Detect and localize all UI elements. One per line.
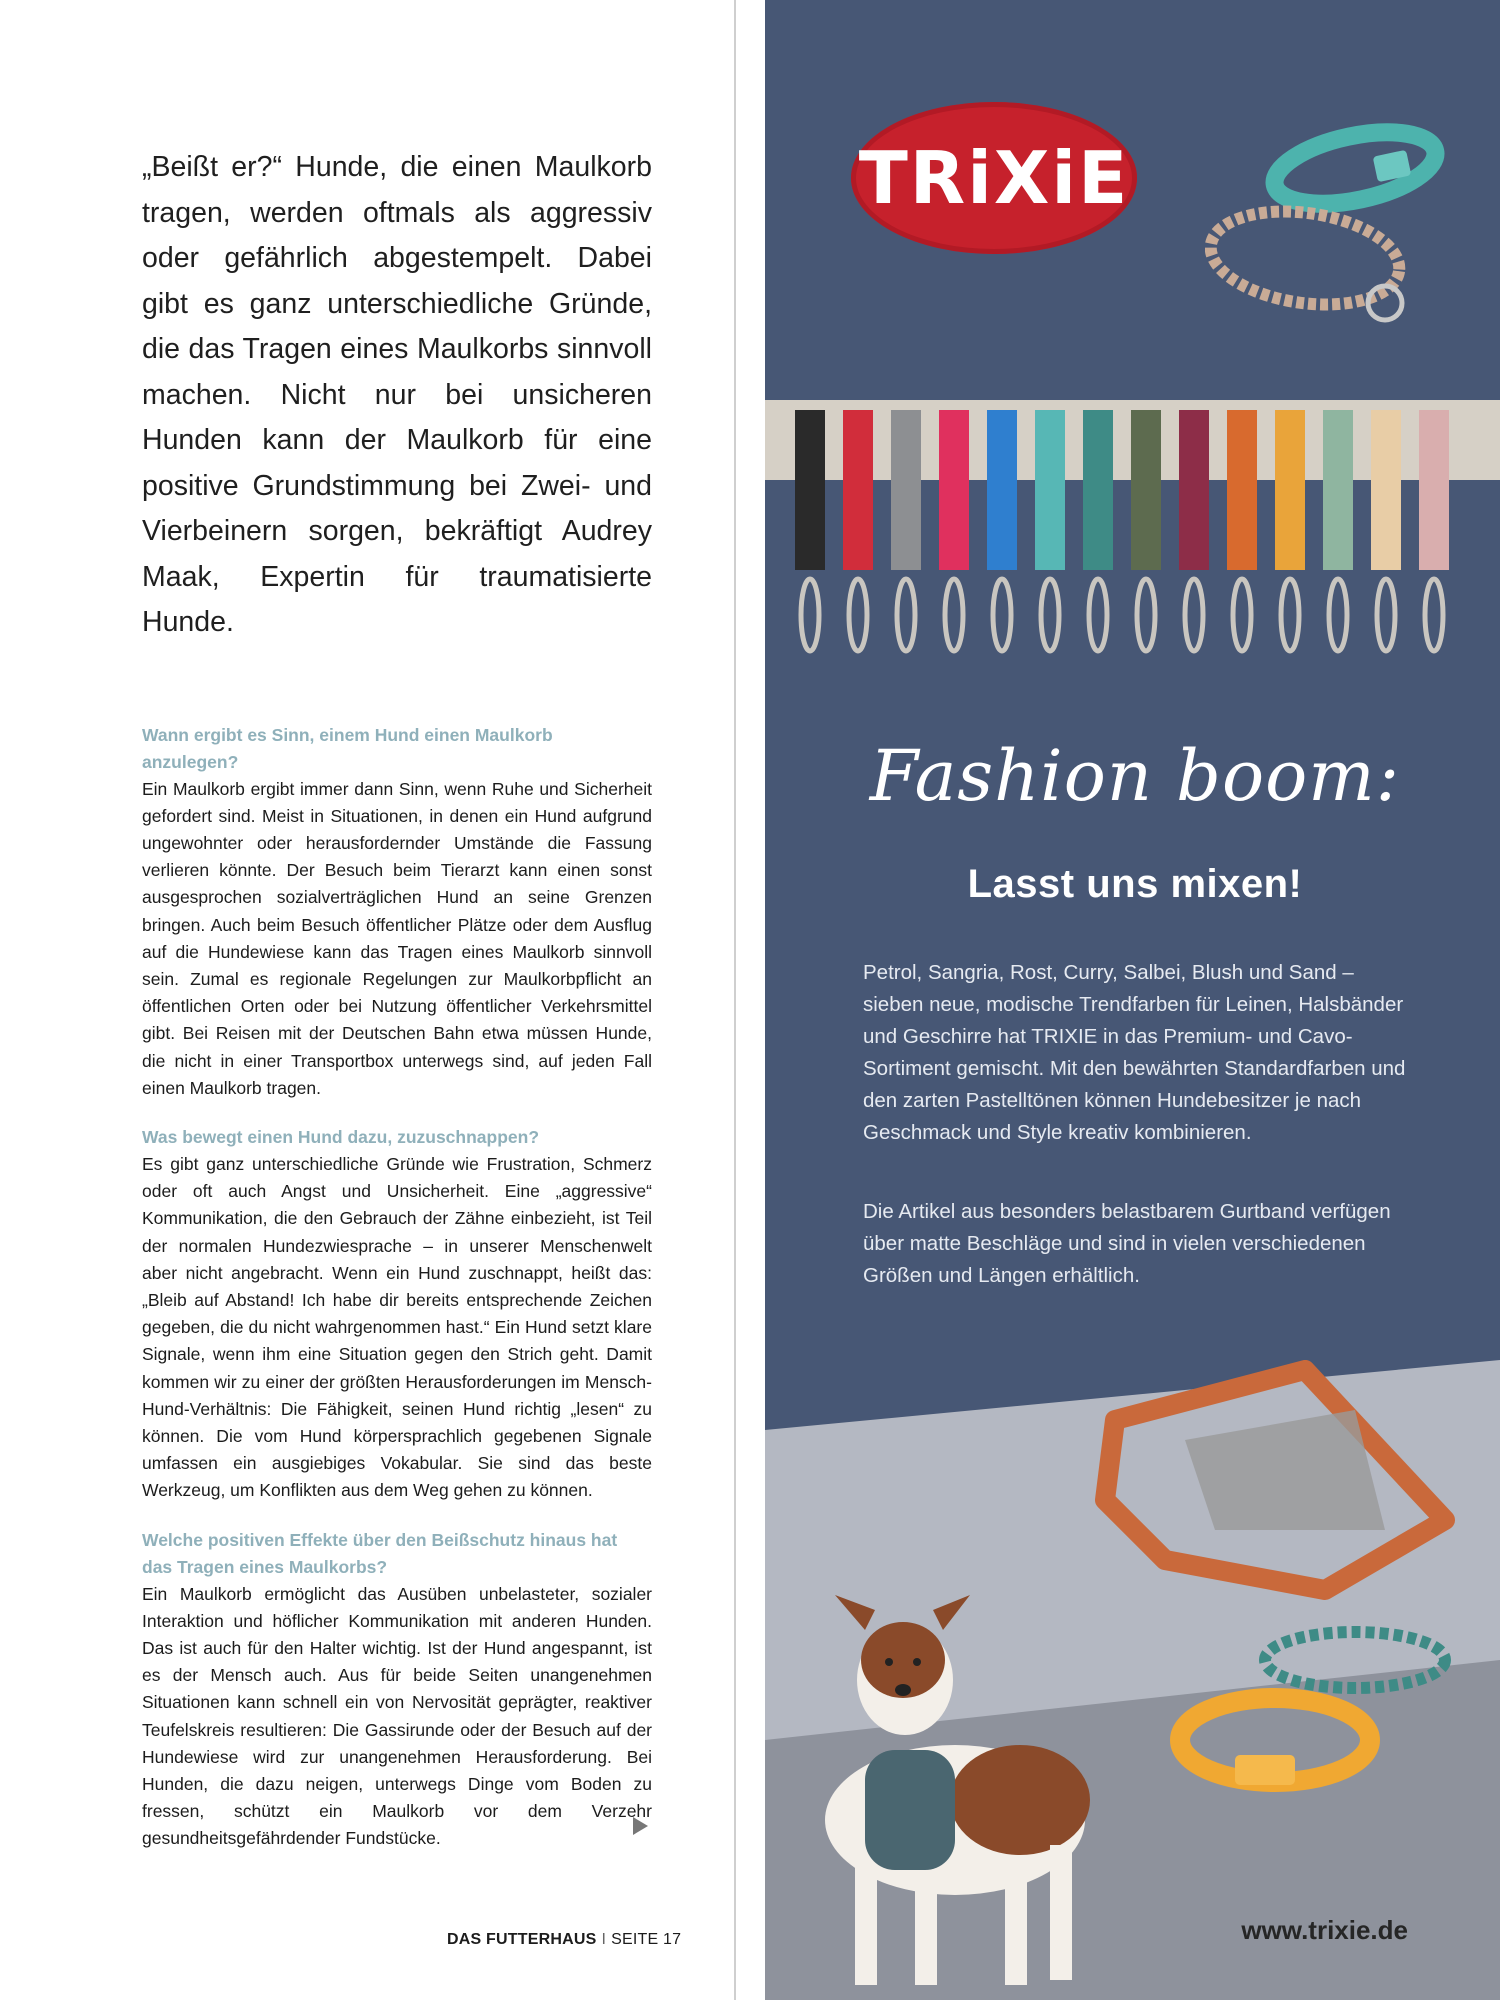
leash-hook-icon (1041, 579, 1059, 651)
leash-hook-icon (849, 579, 867, 651)
section-body: Ein Maulkorb ermöglicht das Ausüben unbelasteter, sozialer Interaktion und höflicher Kommunikation mit anderen Hunden. Das ist auch für den Halter wichtig. Ist der Hund angespannt, ist es der Mensch auch. Aus für beide Seiten unangenehmen Situationen kann schnell ein von Nervosität geprägter, reaktiver Teufelskreis resultieren: Die Gassirunde oder der Besuch auf der Hundewiese wird zur unangenehmen Herausforderung. Bei Hunden, die dazu neigen, unterwegs Dinge vom Boden zu fressen, schützt ein Maulkorb vor dem Verzehr gesundheitsgefährdender Fundstücke. (142, 1583, 652, 1849)
leash-hook-icon (897, 579, 915, 651)
page-number: SEITE 17 (611, 1931, 682, 1948)
leash-hook-icon (1377, 579, 1395, 651)
article-lead: „Beißt er?“ Hunde, die einen Maulkorb tragen, werden oftmals als aggressiv oder gefährlich abgestempelt. Dabei gibt es ganz unterschiedliche Gründe, die das Tragen eines Maulkorbs sinnvoll machen. Nicht nur bei unsicheren Hunden kann der Maulkorb für eine positive Grundstimmung bei Zwei- und Vierbeinern sorgen, bekräftigt Audrey Maak, Expertin für traumatisierte Hunde. (142, 151, 652, 638)
leash-strap (843, 410, 873, 570)
section-question: Was bewegt einen Hund dazu, zuzuschnappen? (142, 1126, 540, 1147)
ad-title: Fashion boom: (869, 735, 1401, 817)
trixie-advertisement (765, 0, 1500, 2000)
trixie-logo (851, 102, 1137, 254)
teal-collar-icon (1268, 120, 1442, 217)
section-question: Wann ergibt es Sinn, einem Hund einen Maulkorb anzulegen? (142, 724, 553, 772)
leash-strap (1419, 410, 1449, 570)
footer-brand: DAS FUTTERHAUS (447, 1931, 597, 1948)
article (142, 145, 652, 1875)
leash-hook-icon (1329, 579, 1347, 651)
leash-hook-icon (1137, 579, 1155, 651)
footer-separator: I (601, 1931, 607, 1948)
section-body: Es gibt ganz unterschiedliche Gründe wie Frustration, Schmerz oder oft auch Angst und Unsicherheit. Eine „aggressive“ Kommunikation, die den Gebrauch der Zähne einbezieht, ist Teil der normalen Hundezwiesprache – in unserer Menschenwelt aber nicht angebracht. Wenn ein Hund zuschnappt, heißt das: „Bleib auf Abstand! Ich habe dir bereits entsprechende Zeichen gegeben, die du nicht wahrgenommen hast.“ Ein Hund setzt klare Signale, wenn ihm eine Situation gegen den Strich geht. Damit kommen wir zu einer der größten Herausforderungen im Mensch-Hund-Verhältnis: Die Fähigkeit, seinen Hund richtig „lesen“ zu können. Die vom Hund körpersprachlich gegebenen Signale umfassen ein ausgiebiges Vokabular. Sie sind das beste Werkzeug, um Konflikten aus dem Weg gehen zu können. (142, 1153, 652, 1501)
leash-hook-icon (1281, 579, 1299, 651)
leash-strap (987, 410, 1017, 570)
leash-strap (939, 410, 969, 570)
leash-hook-icon (1425, 579, 1443, 651)
section-question: Welche positiven Effekte über den Beißschutz hinaus hat das Tragen eines Maulkorbs? (142, 1529, 618, 1577)
dog-photo (765, 1360, 1500, 2000)
leash-hook-icon (801, 579, 819, 651)
leashes-illustration (765, 400, 1500, 690)
leash-hook-icon (993, 579, 1011, 651)
logo-text: TRiXiE (858, 136, 1130, 220)
leash-strap (1371, 410, 1401, 570)
leash-strap (1227, 410, 1257, 570)
leash-hook-icon (945, 579, 963, 651)
collars-illustration (1205, 98, 1445, 348)
leash-strap (1035, 410, 1065, 570)
ad-subtitle: Lasst uns mixen! (967, 862, 1303, 906)
column-divider (734, 0, 736, 2000)
leash-hook-icon (1089, 579, 1107, 651)
section-body: Ein Maulkorb ergibt immer dann Sinn, wenn Ruhe und Sicherheit gefordert sind. Meist in Situationen, in denen ein Hund aufgrund ungewohnter oder herausfordernder Umstände die Fassung verlieren könnte. Der Besuch beim Tierarzt kann einen sonst ausgesprochen sozialverträglichen Hund an seine Grenzen bringen. Auch beim Besuch öffentlicher Plätze oder dem Ausflug auf die Hundewiese kann das Tragen eines Maulkorb sinnvoll sein. Zumal es regionale Regelungen zur Maulkorbpflicht an öffentlichen Orten oder bei Nutzung öffentlicher Verkehrsmittel gibt. Bei Reisen mit der Deutschen Bahn etwa müssen Hunde, die nicht in einer Transportbox unterwegs sind, auf jeden Fall einen Maulkorb tragen. (142, 778, 652, 1098)
leash-hook-icon (1233, 579, 1251, 651)
leash-strap (1179, 410, 1209, 570)
leash-strap (1275, 410, 1305, 570)
page-footer (447, 1931, 682, 1949)
trixie-url-link[interactable]: www.trixie.de (1241, 1915, 1408, 1945)
leash-strap (891, 410, 921, 570)
leash-hook-icon (1185, 579, 1203, 651)
ad-description: Petrol, Sangria, Rost, Curry, Salbei, Blush und Sand – sieben neue, modische Trendfarben für Leinen, Halsbänder und Geschirre hat TRIXIE in das Premium- und Cavo-Sortiment gemischt. Mit den bewährten Standardfarben und den zarten Pastelltönen können Hundebesitzer je nach Geschmack und Style kreativ kombinieren. (863, 961, 1406, 1144)
leash-strap (1083, 410, 1113, 570)
leash-strap (1323, 410, 1353, 570)
leash-strap (1131, 410, 1161, 570)
ad-description-2: Die Artikel aus besonders belastbarem Gurtband verfügen über matte Beschläge und sind in vielen verschiedenen Größen und Längen erhältlich. (863, 1200, 1391, 1287)
leash-strap (795, 410, 825, 570)
braided-collar-icon (1205, 200, 1405, 320)
continue-arrow-icon[interactable] (633, 1817, 648, 1835)
